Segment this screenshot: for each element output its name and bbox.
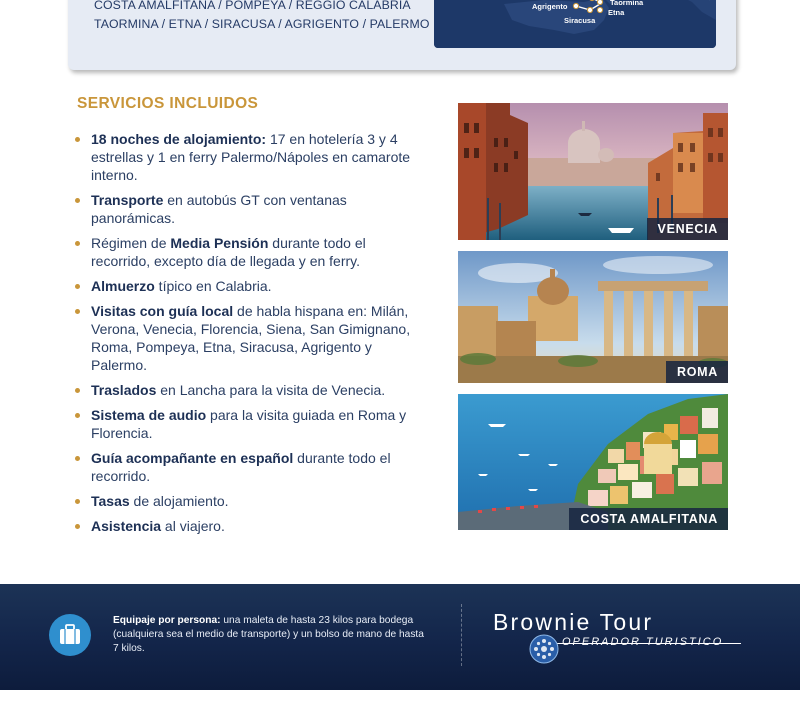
luggage-info: Equipaje por persona: una maleta de hasta 23 kilos para bodega (cualquiera sea el medio de transporte) y un bolso de mano de hasta 7 kilos. [113,615,424,654]
photo-roma [458,251,728,383]
footer [0,584,800,690]
route-line-2: TAORMINA / ETNA / SIRACUSA / AGRIGENTO / PALERMO [94,17,430,31]
itinerary-card [68,0,736,70]
map-label-agrigento: Agrigento [532,2,568,11]
service-item: Visitas con guía local de habla hispana en: Milán, Verona, Venecia, Florencia, Siena, San Gimignano, Roma, Pompeya, Etna, Siracusa, Agrigento y Palermo. [74,302,424,374]
service-item: Régimen de Media Pensión durante todo el recorrido, excepto día de llegada y en ferry. [74,234,424,270]
service-item: Asistencia al viajero. [74,517,424,535]
route-map [434,0,716,48]
caption-roma: ROMA [666,361,728,383]
brand-name: Brownie Tour [493,609,654,635]
service-item: Guía acompañante en español durante todo el recorrido. [74,449,424,485]
service-item: Almuerzo típico en Calabria. [74,277,424,295]
footer-divider [461,604,462,666]
map-label-taormina: Taormina [610,0,644,7]
services-list [74,130,424,542]
bottom-margin [0,690,800,707]
caption-costa-amalfitana: COSTA AMALFITANA [569,508,728,530]
caption-venecia: VENECIA [647,218,728,240]
service-item: 18 noches de alojamiento: 17 en hotelería 3 y 4 estrellas y 1 en ferry Palermo/Nápoles en camarote interno. [74,130,424,184]
service-item: Transporte en autobús GT con ventanas panorámicas. [74,191,424,227]
map-label-siracusa: Siracusa [564,16,596,25]
photo-costa [458,394,728,530]
service-item: Tasas de alojamiento. [74,492,424,510]
map-label-etna: Etna [608,8,625,17]
brand-subtitle: OPERADOR TURISTICO [562,636,724,648]
brand-emblem-icon [528,633,560,665]
service-item: Traslados en Lancha para la visita de Venecia. [74,381,424,399]
luggage-icon [49,614,91,656]
service-item: Sistema de audio para la visita guiada en Roma y Florencia. [74,406,424,442]
route-line-1: COSTA AMALFITANA / POMPEYA / REGGIO CALABRIA [94,0,411,12]
services-title: SERVICIOS INCLUIDOS [77,95,259,112]
photo-venecia [458,103,728,240]
